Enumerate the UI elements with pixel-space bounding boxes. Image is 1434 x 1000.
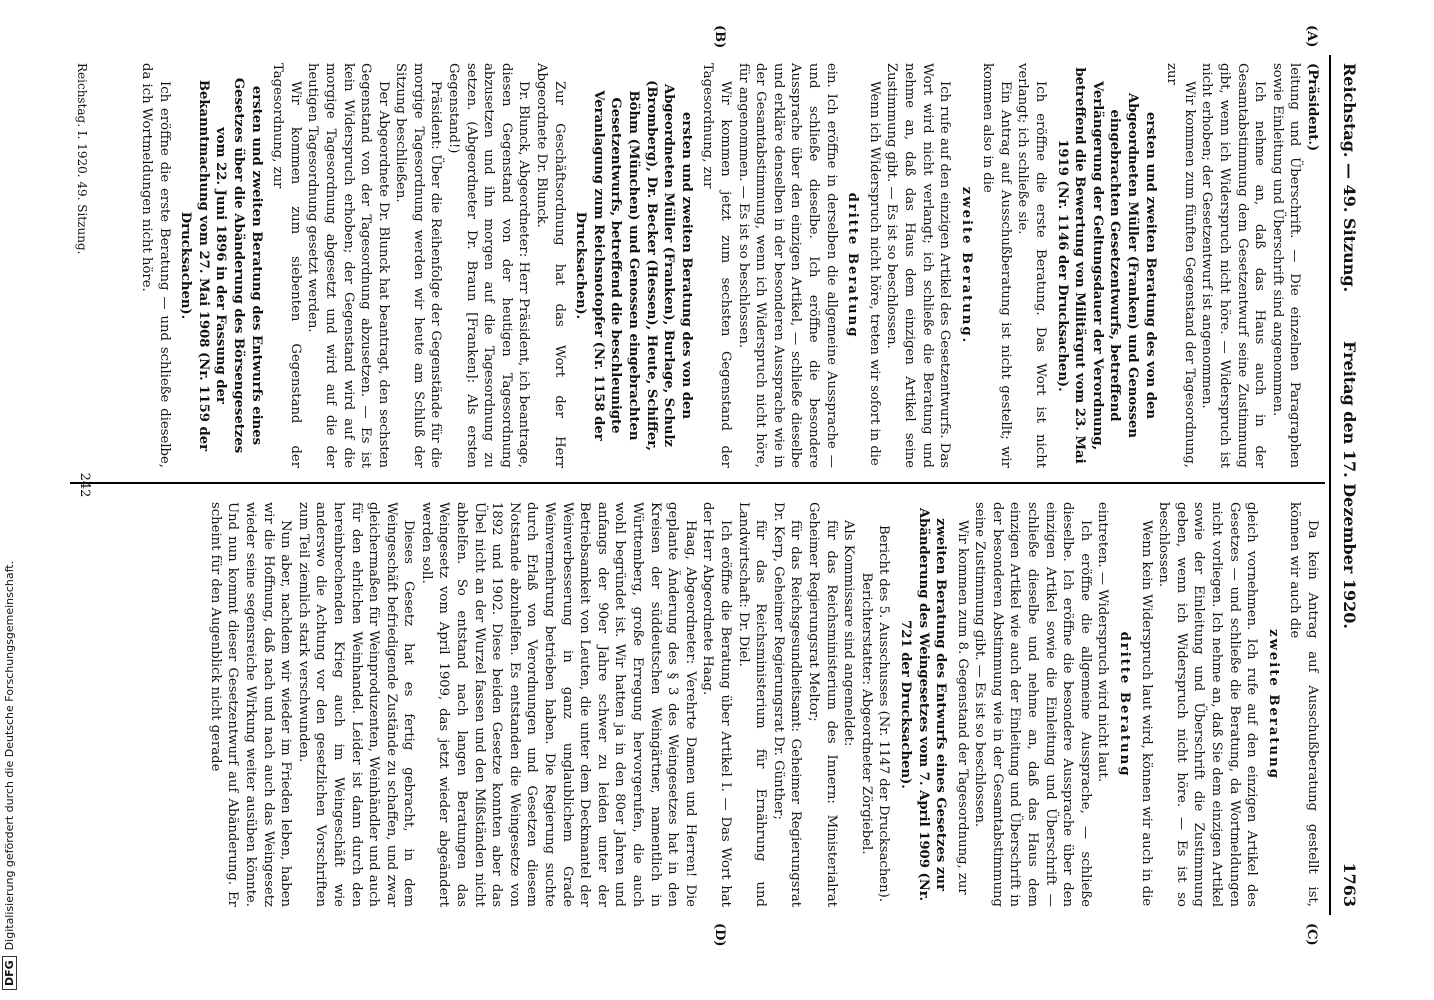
paragraph: Ich nehme an, daß das Haus auch in der Gesamtabstimmung dem Gesetzentwurf seine Zustimmung gibt, wenn ich Widerspruch nicht höre. — Widerspruch ist nicht erhoben; der Gesetzentwurf ist angenommen. (1199, 63, 1268, 468)
page-footer: Reichstag. I. 1920. 49. Sitzung. (75, 63, 89, 255)
speaker-paragraph: Dr. Blunck, Abgeordneter: Herr Präsident, ich beantrage, diesen Gegenstand von der heutigen Tagesordnung abzusetzen und ihn morgen auf die Tagesordnung zu setzen. (Abgeordneter Dr. Braun [Franken]: Als ersten Gegenstand!) (446, 63, 532, 468)
paragraph: Ich eröffne die erste Beratung. Das Wort ist nicht verlangt; ich schließe sie. (1015, 63, 1049, 468)
paragraph: Ich eröffne die allgemeine Aussprache, — schließe dieselbe. Ich eröffne die besondere Aussprache über den einzigen Artikel sowie die Einleitung und Überschrift — schließe dieselbe und nehme an, daß das Haus dem einzigen Artikel wie auch der Einleitung und Überschrift in der besonderen Abstimmung wie in der Gesamtabstimmung seine Zustimmung gibt. — Es ist so beschlossen. (972, 502, 1093, 907)
section-heading: dritte Beratung (1117, 631, 1133, 778)
page-number: 242 (77, 472, 92, 498)
paragraph: Der Abgeordnete Dr. Blunck hat beantragt, den sechsten Gegenstand von der Tagesordnung abzusetzen. — Es ist kein Widerspruch erhoben; der Gegenstand wird auf die morgige Tagesordnung abgesetzt und wird auf die der heutigen Tagesordnung gesetzt werden. (305, 63, 391, 468)
section-heading: dritte Beratung (845, 192, 861, 339)
page-header (1329, 55, 1367, 915)
paragraph: Nun aber, nachdem wir wieder im Frieden leben, haben wir die Hoffnung, daß nach und nach auch das Weingesetz wieder seine segensreiche Wirkung weiter ausüben könnte. Und nun kommt dieser Gesetzentwurf auf Abänderung. Er scheint für den Augenblick nicht gerade (207, 502, 294, 907)
paragraph: Wir kommen zum 8. Gegenstand der Tagesordnung, zur (954, 520, 970, 895)
paragraph: Berichterstatter: Abgeordneter Zörgiebel. (858, 572, 874, 855)
paragraph: Ich eröffne die Beratung über Artikel I. — Das Wort hat der Herr Abgeordnete Haag. (700, 502, 733, 907)
paragraph: Als Kommissare sind angemeldet: (841, 520, 857, 747)
paragraph: leitung und Überschrift. — Die einzelnen Paragraphen sowie Einleitung und Überschrift sind angenommen. (1269, 63, 1303, 468)
paragraph: Wenn ich Widerspruch nicht höre, treten wir sofort in die (866, 81, 882, 466)
paragraph: Wir kommen jetzt zum sechsten Gegenstand der Tagesordnung, zur (700, 63, 733, 468)
paragraph: eintreten. — Widerspruch wird nicht laut. (1095, 502, 1111, 783)
paragraph: für das Reichsgesundheitsamt: Geheimer Regierungsrat Dr. Kerp, Geheimer Regierungsrat Dr. Günther; (770, 502, 804, 907)
paragraph: für das Reichsministerium des Innern: Ministerialrat Geheimer Regierungsrat Meltor; (805, 502, 839, 907)
left-column (137, 63, 1321, 468)
header-date: Freitag den 17. Dezember 1920. (1340, 341, 1359, 629)
margin-letter-b: (B) (712, 25, 727, 49)
paragraph: Ich rufe auf den einzigen Artikel des Gesetzentwurfs. Das Wort wird nicht verlangt; ich schließe die Beratung und nehme an, daß das Haus dem einzigen Artikel seine Zustimmung gibt. — Es ist so beschlossen. (884, 63, 953, 468)
paragraph: Zur Geschäftsordnung hat das Wort der Herr Abgeordnete Dr. Blunck. (534, 63, 567, 468)
right-column (206, 502, 1321, 907)
paragraph: Wir kommen zum fünften Gegenstand der Tagesordnung, zur (1164, 63, 1197, 468)
digitization-caption (2, 10, 18, 990)
paragraph: gleich vornehmen. Ich rufe auf den einzigen Artikel des Gesetzes — und schließe die Beratung, da Wortmeldungen nicht vorliegen. Ich nehme an, daß Sie dem einzigen Artikel sowie der Einleitung und Überschrift die Zustimmung geben, wenn ich Widerspruch nicht höre. — Es ist so beschlossen. (1156, 502, 1260, 907)
paragraph: Bericht des 5. Ausschusses (Nr. 1147 der Drucksachen). (876, 525, 892, 902)
header-page-number: 1763 (1340, 862, 1359, 907)
margin-letter-c: (C) (1304, 923, 1319, 946)
section-heading: zweite Beratung (1265, 629, 1281, 780)
paragraph: Wenn kein Widerspruch laut wird, können wir auch in die (1138, 520, 1154, 907)
paragraph: (Präsident.) (1305, 63, 1320, 152)
agenda-item-heading: ersten und zweiten Beratung des von den Abgeordneten Müller (Franken) und Genossen eingebrachten Gesetzentwurfs, betreffend Verlängerung der Geltungsdauer der Verordnung, betreffend die Bewertung von Militärgut vom 23. Mai 1919 (Nr. 1146 der Drucksachen). (1054, 67, 1158, 464)
digitization-caption-text: Digitalisierung gefördert durch die Deutsche Forschungsgemeinschaft. (3, 560, 16, 951)
margin-letter-d: (D) (712, 923, 727, 947)
dfg-logo: DFG (2, 956, 17, 990)
paragraph: Ich eröffne die erste Beratung — und schließe dieselbe, da ich Wortmeldungen nicht höre. (139, 63, 172, 468)
agenda-item-heading: ersten und zweiten Beratung des Entwurfs eines Gesetzes über die Abänderung des Börsengesetzes vom 22. Juni 1896 in der Fassung der Bekanntmachung vom 27. Mai 1908 (Nr. 1159 der Drucksachen). (178, 77, 264, 454)
paragraph: Ein Antrag auf Ausschußberatung ist nicht gestellt; wir kommen also in die (980, 63, 1013, 468)
speaker-paragraph: Haag, Abgeordneter: Verehrte Damen und Herren! Die geplante Änderung des § 3 des Weingesetzes hat in den Kreisen der süddeutschen Weingärtner, namentlich in Württemberg, große Erregung hervorgerufen, die auch wohl begründet ist. Wir hatten ja in den 80er Jahren und anfangs der 90er Jahre schwer zu leiden unter der Betriebsamkeit von Leuten, die unter dem Deckmantel der Weinverbesserung in ganz unglaublichem Grade Weinvermehrung betrieben haben. Die Regierung suchte durch Erlaß von Verordnungen und Gesetzen diesem Notstande abzuhelfen. Es entstanden die Weingesetze von 1892 und 1902. Diese beiden Gesetze konnten aber das Übel nicht an der Wurzel fassen und den Mißständen nicht abhelfen. So entstand nach langen Beratungen das Weingesetz vom April 1909, das jetzt wieder abgeändert werden soll. (418, 502, 698, 907)
paragraph: Dieses Gesetz hat es fertig gebracht, in dem Weingeschäft befriedigende Zustände zu schaffen, und zwar gleichermaßen für Weinproduzenten, Weinhändler und auch für den ehrlichen Weinhandel. Leider ist dann durch den hereinbrechenden Krieg auch im Weingeschäft wie anderswo die Achtung vor den gesetzlichen Vorschriften zum Teil ziemlich stark verschwunden. (295, 502, 417, 907)
column-divider (70, 482, 1325, 484)
document-page (67, 25, 1367, 947)
header-session: Reichstag. — 49. Sitzung. (1340, 63, 1359, 293)
section-heading: zweite Beratung. (958, 186, 974, 345)
paragraph: Da kein Antrag auf Ausschußberatung gestellt ist, können wir auch die (1287, 502, 1320, 907)
paragraph: für das Reichsministerium für Ernährung und Landwirtschaft: Dr. Diel. (735, 502, 769, 907)
agenda-item-heading: ersten und zweiten Beratung des von den Abgeordneten Müller (Franken), Burlage, Schulz (Bromberg), Dr. Becker (Hessen), Heute, Schiffer, Böhm (München) und Genossen eingebrachten Gesetzentwurfs, betreffend die beschleunigte Veranlagung zum Reichsnotopfer (Nr. 1158 der Drucksachen). (573, 80, 694, 451)
agenda-item-heading: zweiten Beratung des Entwurfs eines Gesetzes zur Abänderung des Weingesetzes vom 7. April 1909 (Nr. 721 der Drucksachen). (897, 507, 949, 902)
speaker-paragraph: Präsident: Über die Reihenfolge der Gegenstände für die morgige Tagesordnung werden wir heute am Schluß der Sitzung beschließen. (393, 63, 444, 468)
margin-letter-a: (A) (1304, 25, 1319, 48)
paragraph: ein. Ich eröffne in derselben die allgemeine Aussprache — und schließe dieselbe. Ich eröffne die besondere Aussprache über den einzigen Artikel, — schließe dieselbe und erkläre denselben in der besonderen Aussprache wie in der Gesamtabstimmung, wenn ich Widerspruch nicht höre, für angenommen. — Es ist so beschlossen. (735, 63, 839, 468)
paragraph: Wir kommen zum siebenten Gegenstand der Tagesordnung, zur (270, 63, 303, 468)
